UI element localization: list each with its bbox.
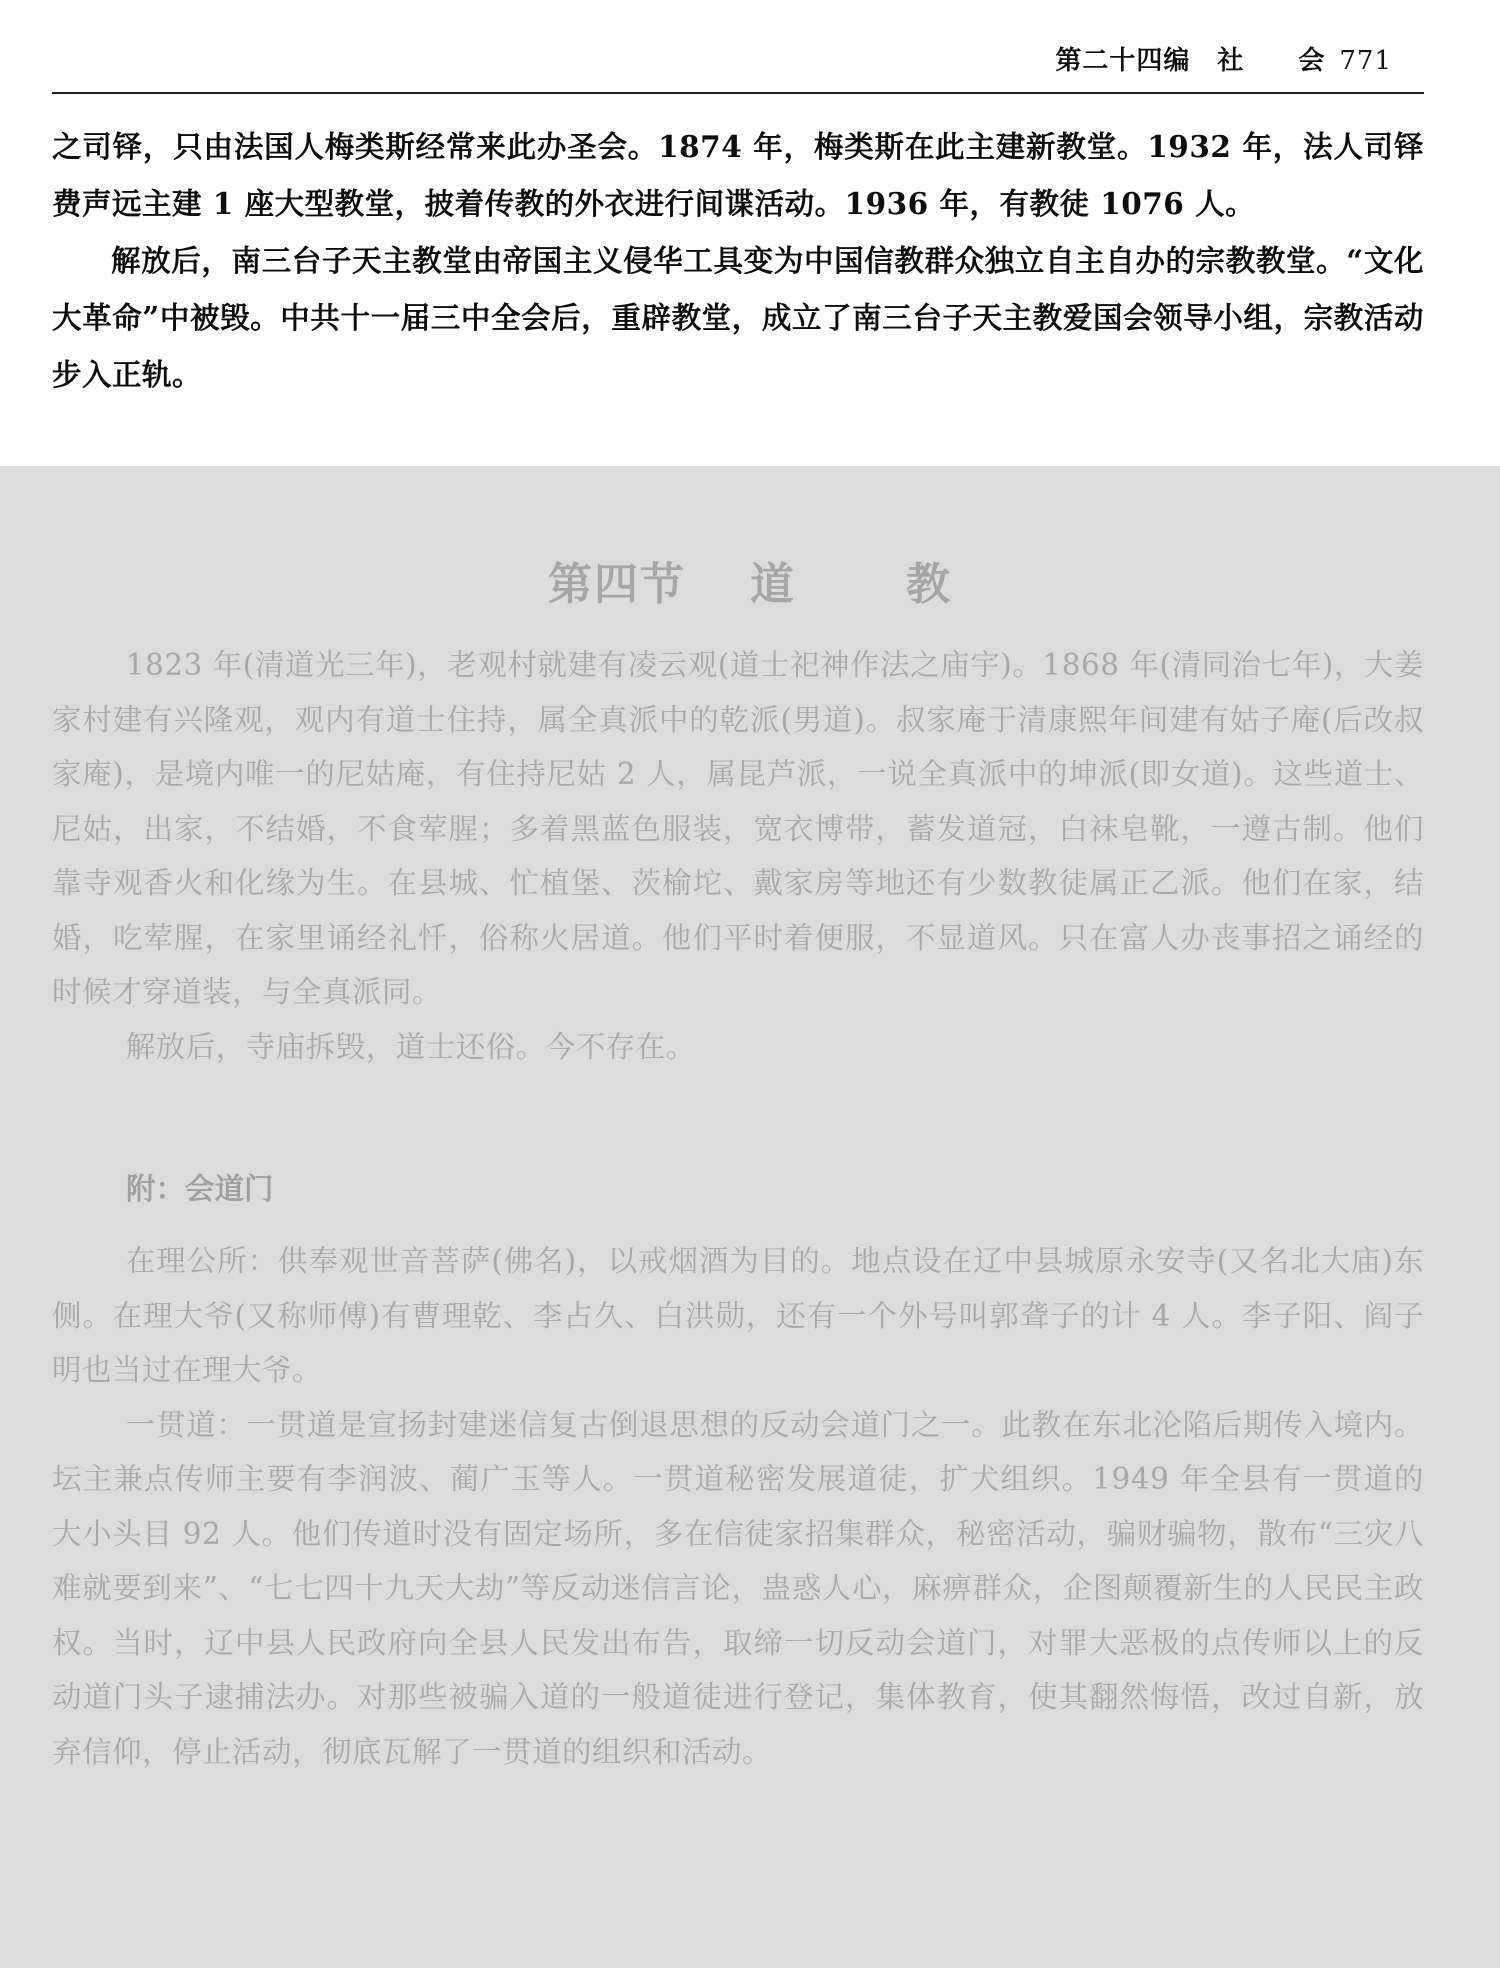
- section-title: [0, 548, 1500, 612]
- running-header: [1055, 40, 1392, 77]
- paragraph: 在理公所：供奉观世音菩萨(佛名)，以戒烟酒为目的。地点设在辽中县城原永安寺(又名北大庙)东侧。在理大爷(又称师傅)有曹理乾、李占久、白洪勋，还有一个外号叫郭聋子的计 4 人。李子阳、阎子明也当过在理大爷。: [52, 1244, 1424, 1387]
- section-number: 第四节: [548, 559, 686, 610]
- paragraph: 解放后，寺庙拆毁，道士还俗。今不存在。: [125, 1029, 696, 1064]
- paragraph: 解放后，南三台子天主教堂由帝国主义侵华工具变为中国信教群众独立自主自办的宗教教堂。“文化大革命”中被毁。中共十一届三中全会后，重辟教堂，成立了南三台子天主教爱国会领导小组，宗教活动步入正轨。: [52, 243, 1424, 392]
- section-title-char: 教: [906, 559, 952, 610]
- section-title-char: 道: [750, 559, 796, 610]
- catholic-section-continuation: [52, 118, 1424, 403]
- paragraph: 一贯道：一贯道是宣扬封建迷信复古倒退思想的反动会道门之一。此教在东北沦陷后期传入境内。坛主兼点传师主要有李润波、蔺广玉等人。一贯道秘密发展道徒，扩犬组织。1949 年全县有一贯道的大小头目 92 人。他们传道时没有固定场所，多在信徒家招集群众，秘密活动，骗财骗物，散布“三灾八难就要到来”、“七七四十九天大劫”等反动迷信言论，蛊惑人心，麻痹群众，企图颠覆新生的人民民主政权。当时，辽中县人民政府向全县人民发出布告，取缔一切反动会道门，对罪大恶极的点传师以上的反动道门头子逮捕法办。对那些被骗入道的一般道徒进行登记，集体教育，使其翻然悔悟，改过自新，放弃信仰，停止活动，彻底瓦解了一贯道的组织和活动。: [52, 1407, 1424, 1769]
- paragraph: 之司铎，只由法国人梅类斯经常来此办圣会。1874 年，梅类斯在此主建新教堂。1932 年，法人司铎费声远主建 1 座大型教堂，披着传教的外衣进行间谍活动。1936 年，有教徒 1076 人。: [52, 129, 1424, 221]
- page-number: 771: [1339, 46, 1392, 76]
- appendix-body: [52, 1234, 1424, 1779]
- appendix-title: 附：会道门: [126, 1172, 274, 1206]
- taoism-body: [52, 638, 1424, 1074]
- page-header: [52, 30, 1424, 94]
- paragraph: 1823 年(清道光三年)，老观村就建有凌云观(道士祀神作法之庙宇)。1868 年(清同治七年)，大姜家村建有兴隆观，观内有道士住持，属全真派中的乾派(男道)。叔家庵于清康熙年间建有姑子庵(后改叔家庵)，是境内唯一的尼姑庵，有住持尼姑 2 人，属昆芦派，一说全真派中的坤派(即女道)。这些道士、尼姑，出家，不结婚，不食荤腥；多着黑蓝色服装，宽衣博带，蓄发道冠，白袜皂靴，一遵古制。他们靠寺观香火和化缘为生。在县城、忙植堡、茨榆坨、戴家房等地还有少数教徒属正乙派。他们在家，结婚，吃荤腥，在家里诵经礼忏，俗称火居道。他们平时着便服，不显道风。只在富人办丧事招之诵经的时候才穿道装，与全真派同。: [52, 648, 1424, 1009]
- header-section-text: 第二十四编 社 会: [1055, 46, 1326, 76]
- taoism-section: [0, 466, 1500, 1968]
